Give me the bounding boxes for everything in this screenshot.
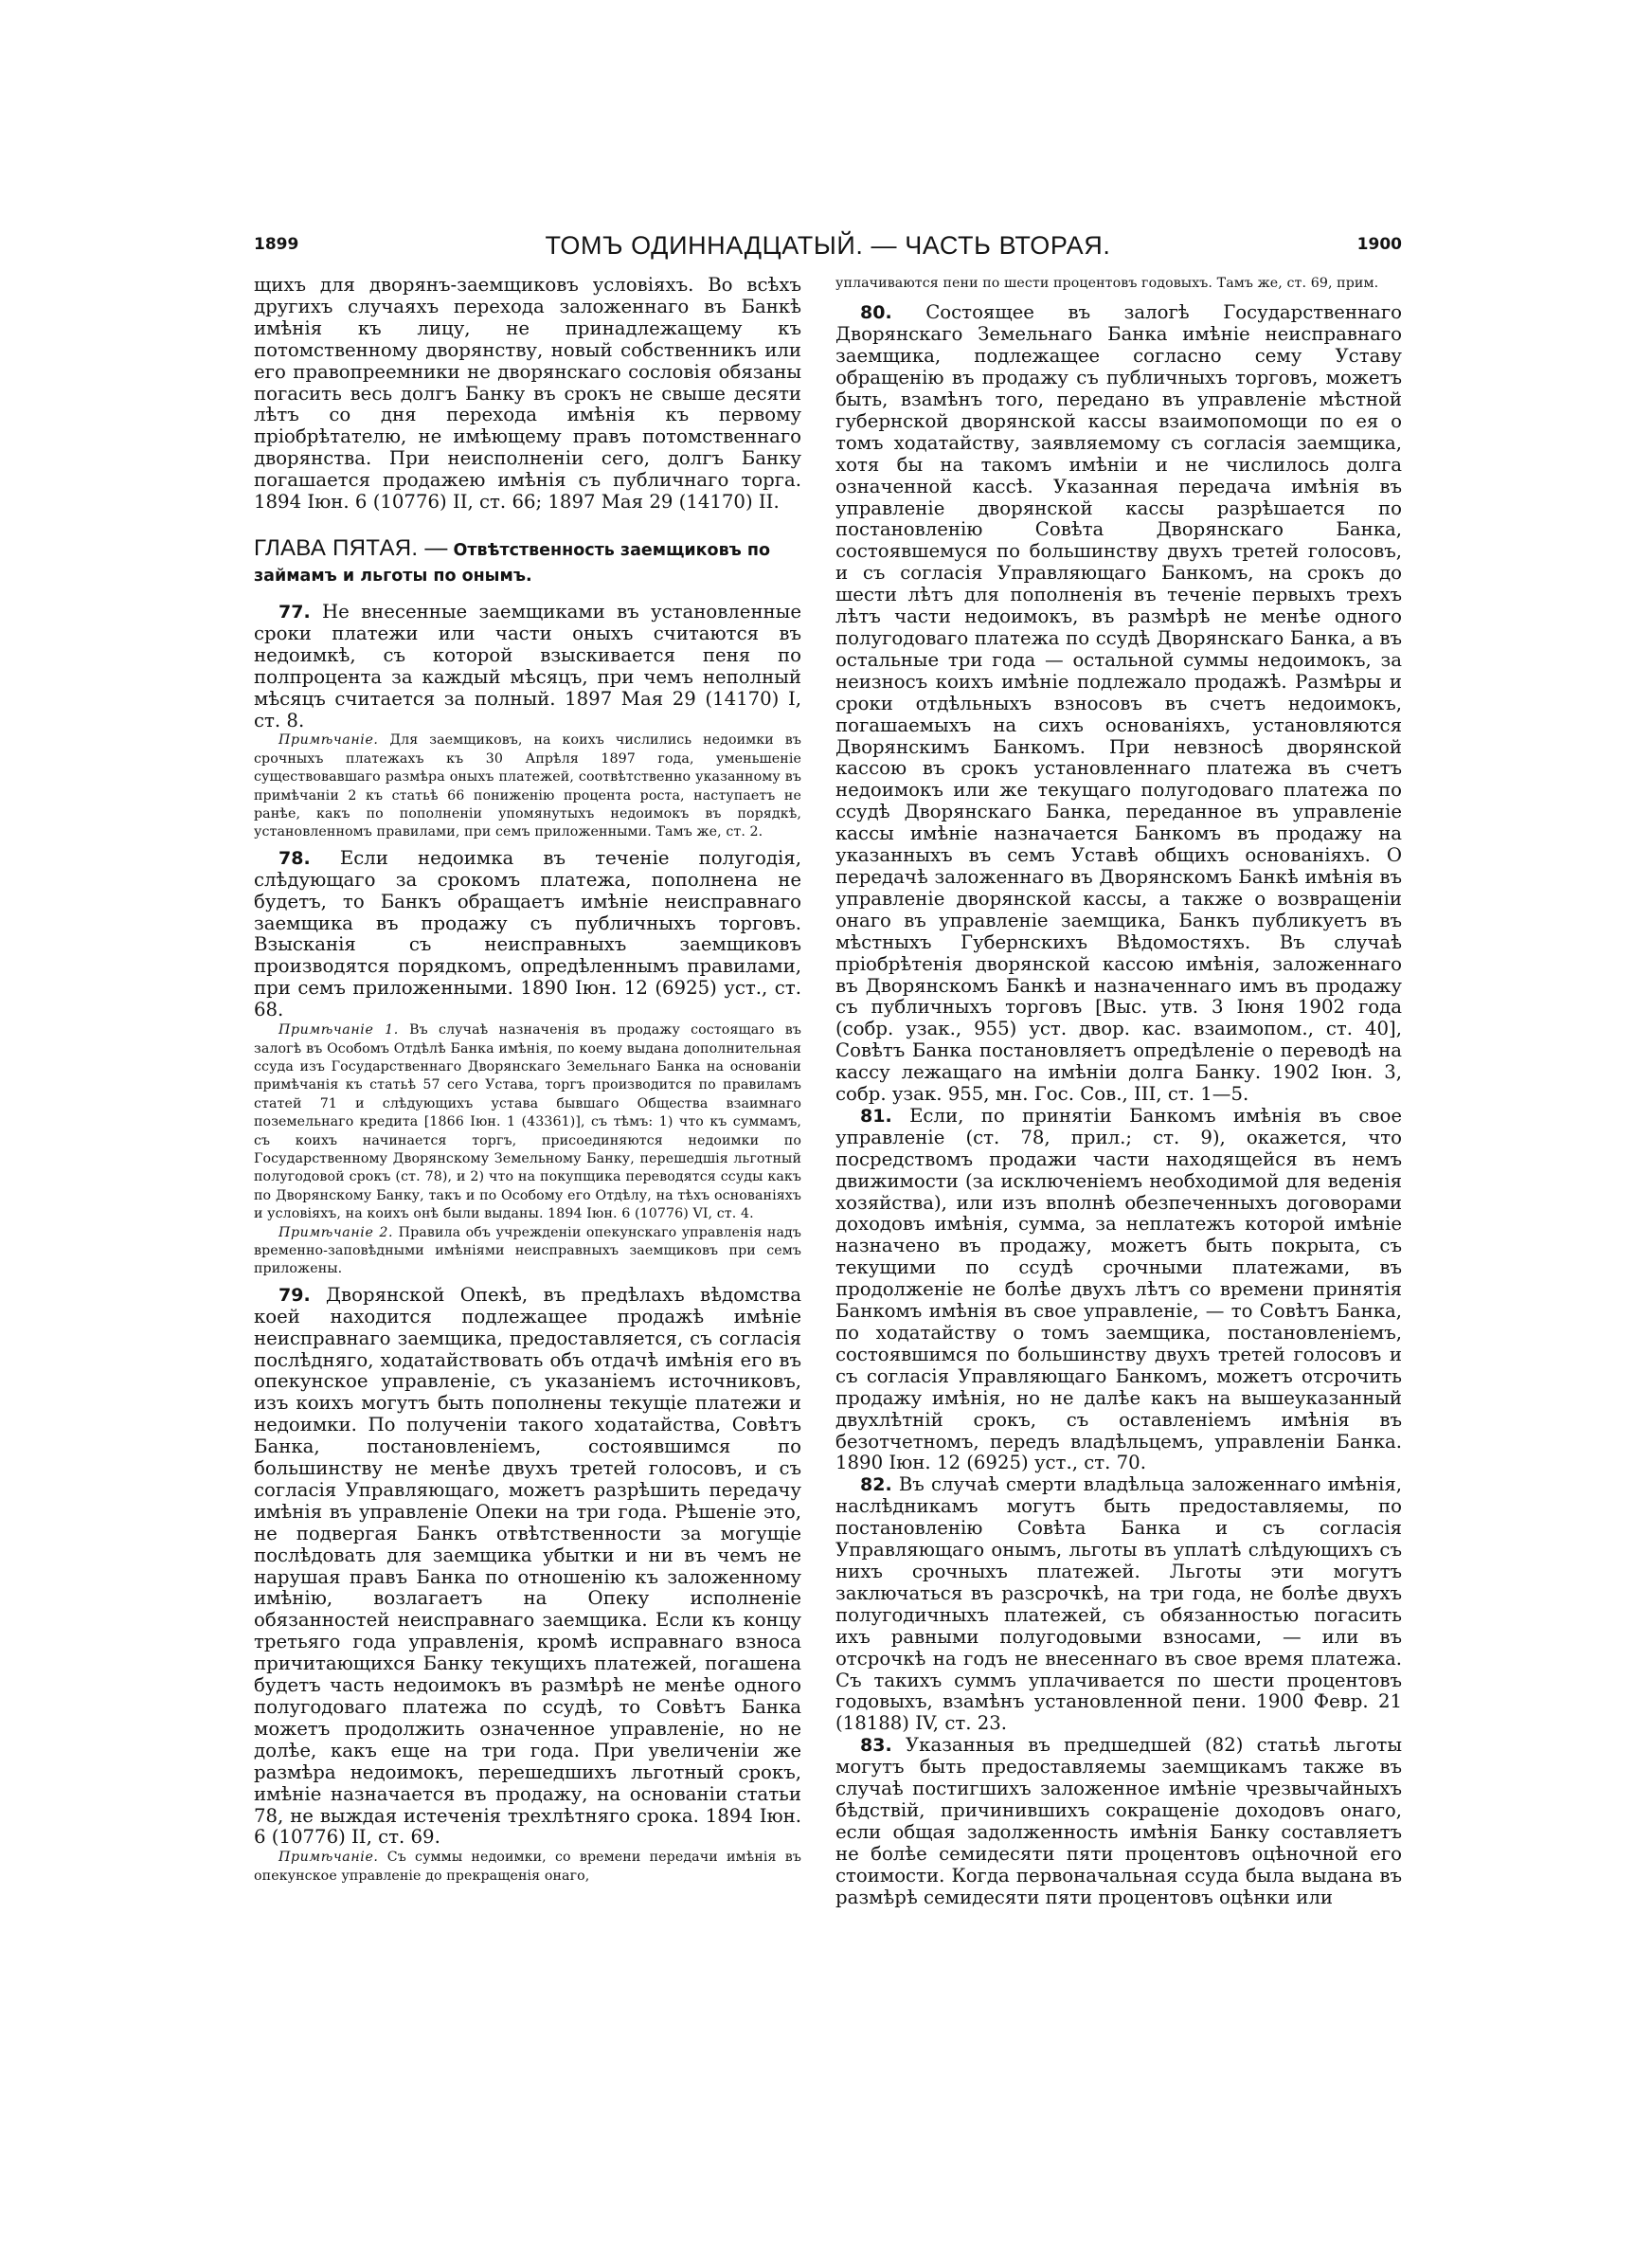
note-label: Примѣчаніе 1. bbox=[278, 1022, 399, 1038]
article-text: Состоящее въ залогѣ Государственнаго Дворянскаго Земельнаго Банка имѣніе неисправнаго заемщика, подлежащее согласно сему Уставу обращенію въ продажу съ публичныхъ торговъ, можетъ быть, взамѣнъ того, передано въ управленіе мѣстной губернской дворянской кассы взаимопомощи по ея о томъ ходатайству, заявляемому съ согласія заемщика, хотя бы на такомъ имѣніи и не числилось долга означенной кассѣ. Указанная передача имѣнія въ управленіе дворянской кассы разрѣшается по постановленію Совѣта Дворянскаго Банка, состоявшемуся по большинству двухъ третей голосовъ, и съ согласія Управляющаго Банкомъ, на срокъ до шести лѣтъ для пополненія въ теченіе первыхъ трехъ лѣтъ части недоимокъ, въ размѣрѣ не менѣе одного полугодоваго платежа по ссудѣ Дворянскаго Банка, а въ остальные три года — остальной суммы недоимокъ, за неизносъ коихъ имѣніе подлежало продажѣ. Размѣры и сроки отдѣльныхъ взносовъ въ счетъ недоимокъ, погашаемыхъ на сихъ основаніяхъ, установляются Дворянскимъ Банкомъ. При невзносѣ дворянской кассою въ срокъ установленнаго платежа въ счетъ недоимокъ или же текущаго полугодоваго платежа по ссудѣ Дворянскаго Банка, переданное въ управленіе кассы имѣніе назначается Банкомъ въ продажу на указанныхъ въ семъ Уставѣ общихъ основаніяхъ. О передачѣ заложеннаго въ Дворянскомъ Банкѣ имѣнія въ управленіе дворянской кассы, а также о возвращеніи онаго въ управленіе заемщика, Банкъ публикуетъ въ мѣстныхъ Губернскихъ Вѣдомостяхъ. Въ случаѣ пріобрѣтенія дворянской кассою имѣнія, заложеннаго въ Дворянскомъ Банкѣ и назначеннаго имъ въ продажу съ публичныхъ торговъ [Выс. утв. 3 Іюня 1902 года (собр. узак., 955) уст. двор. кас. взаимопом., ст. 40], Совѣтъ Банка постановляетъ опредѣленіе о переводѣ на кассу лежащаго на имѣніи долга Банку. 1902 Іюн. 3, собр. узак. 955, мн. Гос. Сов., III, ст. 1—5. bbox=[835, 301, 1402, 1106]
note-label: Примѣчаніе. bbox=[278, 732, 379, 749]
article-78 bbox=[254, 848, 801, 1021]
note-text: Въ случаѣ назначенія въ продажу состоящаго въ залогѣ въ Особомъ Отдѣлѣ Банка имѣнія, по коему выдана дополнительная ссуда изъ Государственнаго Дворянскаго Земельнаго Банка на основаніи примѣчанія къ статьѣ 57 сего Устава, торгъ производится по правиламъ статей 71 и слѣдующихъ устава бывшаго Общества взаимнаго поземельнаго кредита [1866 Іюн. 1 (43361)], съ тѣмъ: 1) что къ суммамъ, съ коихъ начинается торгъ, присоединяются недоимки по Государственному Дворянскому Земельному Банку, перешедшія льготный полугодовой срокъ (ст. 78), и 2) что на покупщика переводятся ссуды какъ по Дворянскому Банку, такъ и по Особому его Отдѣлу, на тѣхъ основаніяхъ и условіяхъ, на коихъ онѣ были выданы. 1894 Іюн. 6 (10776) VI, ст. 4. bbox=[254, 1022, 801, 1222]
chapter-title: ГЛАВА ПЯТАЯ. — bbox=[254, 534, 448, 561]
page-number-right: 1900 bbox=[1356, 235, 1402, 254]
article-number: 77. bbox=[278, 601, 311, 623]
note-77 bbox=[254, 731, 801, 841]
chapter-heading bbox=[254, 536, 801, 588]
article-number: 83. bbox=[860, 1735, 892, 1757]
article-text: Дворянской Опекѣ, въ предѣлахъ вѣдомства коей находится подлежащее продажѣ имѣніе неисправнаго заемщика, предоставляется, съ согласія послѣдняго, ходатайствовать объ отдачѣ имѣнія его въ опекунское управленіе, съ указаніемъ источниковъ, изъ коихъ могутъ быть пополнены текущіе платежи и недоимки. По полученіи такого ходатайства, Совѣтъ Банка, постановленіемъ, состоявшимся по большинству не менѣе двухъ третей голосовъ, и съ согласія Управляющаго, можетъ разрѣшить передачу имѣнія въ управленіе Опеки на три года. Рѣшеніе это, не подвергая Банкъ отвѣтственности за могущіе послѣдовать для заемщика убытки и ни въ чемъ не нарушая правъ Банка по отношенію къ заложенному имѣнію, возлагаетъ на Опеку исполненіе обязанностей неисправнаго заемщика. Если къ концу третьяго года управленія, кромѣ исправнаго взноса причитающихся Банку текущихъ платежей, погашена будетъ часть недоимокъ въ размѣрѣ не менѣе одного полугодоваго платежа по ссудѣ, то Совѣтъ Банка можетъ продолжить означенное управленіе, но не долѣе, какъ еще на три года. При увеличеніи же размѣра недоимокъ, перешедшихъ льготный срокъ, имѣніе назначается въ продажу, на основаніи статьи 78, не выждая истеченія трехлѣтняго срока. 1894 Іюн. 6 (10776) II, ст. 69. bbox=[254, 1283, 802, 1849]
article-number: 82. bbox=[860, 1474, 892, 1496]
article-text: Если недоимка въ теченіе полугодія, слѣдующаго за срокомъ платежа, пополнена не будетъ, то Банкъ обращаетъ имѣніе неисправнаго заемщика въ продажу съ публичныхъ торговъ. Взысканія съ неисправныхъ заемщиковъ производятся порядкомъ, опредѣленнымъ правилами, при семъ приложенными. 1890 Іюн. 12 (6925) уст., ст. 68. bbox=[254, 846, 801, 1021]
right-column bbox=[835, 275, 1402, 1908]
article-text: Не внесенные заемщиками въ установленные сроки платежи или части оныхъ считаются въ недоимкѣ, съ которой взыскивается пеня по полпроцента за каждый мѣсяцъ, при чемъ неполный мѣсяцъ считается за полный. 1897 Мая 29 (14170) I, ст. 8. bbox=[254, 600, 802, 731]
article-number: 79. bbox=[278, 1284, 311, 1306]
article-number: 81. bbox=[860, 1105, 892, 1127]
note-78-2 bbox=[254, 1224, 801, 1279]
article-text: Указанныя въ предшедшей (82) статьѣ льготы могутъ быть предоставляемы заемщикамъ также въ случаѣ постигшихъ заложенное имѣніе чрезвычайныхъ бѣдствій, причинившихъ сокращеніе доходовъ онаго, если общая задолженность имѣнія Банку составляетъ не болѣе семидесяти пяти процентовъ оцѣночной его стоимости. Когда первоначальная ссуда была выдана въ размѣрѣ семидесяти пяти процентовъ оцѣнки или bbox=[835, 1734, 1402, 1908]
article-number: 80. bbox=[860, 302, 892, 324]
article-77 bbox=[254, 602, 801, 731]
note-text: Съ суммы недоимки, со времени передачи имѣнія въ опекунское управленіе до прекращенія онаго, bbox=[254, 1850, 801, 1884]
note-text: Правила объ учрежденіи опекунскаго управленія надъ временно-заповѣдными имѣніями неисправныхъ заемщиковъ при семъ приложены. bbox=[254, 1224, 801, 1277]
chapter-subtitle: Отвѣтственность заемщиковъ по займамъ и льготы по онымъ. bbox=[254, 540, 771, 586]
article-text: Если, по принятіи Банкомъ имѣнія въ свое управленіе (ст. 78, прил.; ст. 9), окажется, что посредствомъ продажи части находящейся въ немъ движимости (за исключеніемъ необходимой для веденія хозяйства), или изъ вполнѣ обезпеченныхъ договорами доходовъ имѣнія, сумма, за неплатежъ которой имѣніе назначено въ продажу, можетъ быть покрыта, съ текущими по ссудѣ срочными платежами, въ продолженіе не болѣе двухъ лѣтъ со времени принятія Банкомъ имѣнія въ свое управленіе, — то Совѣтъ Банка, по ходатайству о томъ заемщика, постановленіемъ, состоявшимся по большинству двухъ третей голосовъ и съ согласія Управляющаго Банкомъ, можетъ отсрочить продажу имѣнія, но не далѣе какъ на вышеуказанный двухлѣтній срокъ, съ оставленіемъ имѣнія въ безотчетномъ, передъ владѣльцемъ, управленіи Банка. 1890 Іюн. 12 (6925) уст., ст. 70. bbox=[835, 1104, 1402, 1474]
running-title: ТОМЪ ОДИННАДЦАТЫЙ. — ЧАСТЬ ВТОРАЯ. bbox=[545, 231, 1111, 260]
note-78-1 bbox=[254, 1021, 801, 1223]
note-79 bbox=[254, 1849, 801, 1886]
page-header bbox=[254, 231, 1402, 263]
article-80 bbox=[835, 302, 1402, 1106]
note-text: Для заемщиковъ, на коихъ числились недоимки въ срочныхъ платежахъ къ 30 Апрѣля 1897 года, уменьшеніе существовавшаго размѣра оныхъ платежей, соотвѣтственно указанному въ примѣчаніи 2 къ статьѣ 66 пониженію процента роста, наступаетъ не ранѣе, какъ по пополненіи упомянутыхъ недоимокъ въ порядкѣ, установленномъ правилами, при семъ приложенными. Тамъ же, ст. 2. bbox=[254, 732, 801, 840]
article-79 bbox=[254, 1285, 801, 1850]
paragraph-continuation: щихъ для дворянъ-заемщиковъ условіяхъ. Во всѣхъ другихъ случаяхъ перехода заложеннаго въ Банкѣ имѣнія къ лицу, не принадлежащему къ потомственному дворянству, новый собственникъ или его правопреемники не дворянскаго сословія обязаны погасить весь долгъ Банку въ срокъ не свыше десяти лѣтъ со дня перехода имѣнія къ первому пріобрѣтателю, не имѣющему правъ потомственнаго дворянства. При неисполненіи сего, долгъ Банку погашается продажею имѣнія съ публичнаго торга. 1894 Іюн. 6 (10776) II, ст. 66; 1897 Мая 29 (14170) II. bbox=[254, 274, 801, 514]
note-label: Примѣчаніе. bbox=[278, 1850, 379, 1866]
note-label: Примѣчаніе 2. bbox=[278, 1224, 394, 1240]
note-79-continuation: уплачиваются пени по шести процентовъ годовыхъ. Тамъ же, ст. 69, прим. bbox=[835, 276, 1379, 291]
article-82 bbox=[835, 1474, 1402, 1735]
article-83 bbox=[835, 1735, 1402, 1908]
article-number: 78. bbox=[278, 847, 311, 869]
page-number-left: 1899 bbox=[254, 235, 299, 254]
article-81 bbox=[835, 1106, 1402, 1474]
left-column bbox=[254, 275, 801, 1886]
article-text: Въ случаѣ смерти владѣльца заложеннаго имѣнія, наслѣдникамъ могутъ быть предоставляемы, по постановленію Совѣта Банка и съ согласія Управляющаго онымъ, льготы въ уплатѣ слѣдующихъ съ нихъ срочныхъ платежей. Льготы эти могутъ заключаться въ разсрочкѣ, на три года, не болѣе двухъ полугодичныхъ платежей, съ обязанностью погасить ихъ равными полугодовыми взносами, — или въ отсрочкѣ на годъ не внесеннаго въ свое время платежа. Съ такихъ суммъ уплачивается по шести процентовъ годовыхъ, взамѣнъ установленной пени. 1900 Февр. 21 (18188) IV, ст. 23. bbox=[835, 1473, 1402, 1735]
